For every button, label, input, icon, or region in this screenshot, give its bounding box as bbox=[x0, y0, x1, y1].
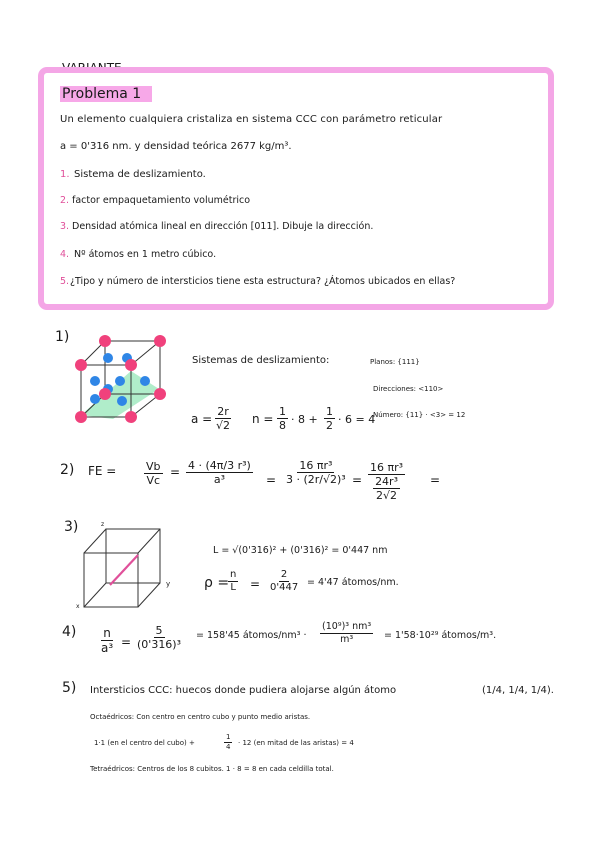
cube-edge bbox=[84, 529, 106, 553]
corner-atom bbox=[75, 359, 87, 371]
axis-label-y: y bbox=[166, 580, 171, 588]
face-atom bbox=[117, 396, 127, 406]
sol1-n-fraction-2 bbox=[324, 406, 335, 431]
nested-fraction bbox=[373, 476, 400, 501]
fraction-denominator: 3 · (2r/√2)³ bbox=[286, 473, 346, 486]
item-text: Sistema de deslizamiento. bbox=[74, 169, 206, 180]
sol1-n-fraction-1 bbox=[277, 406, 288, 431]
cube-edge bbox=[138, 583, 160, 607]
fraction-numerator: 1 bbox=[226, 733, 231, 741]
sol5-line3-fraction bbox=[224, 734, 232, 751]
sol1-label: 1) bbox=[55, 329, 70, 345]
sol4-fraction-2 bbox=[135, 625, 183, 650]
fraction-numerator: 1 bbox=[326, 405, 333, 418]
sol2-vb-vc-fraction bbox=[144, 461, 163, 486]
item-text: ¿Tipo y número de intersticios tiene esta estructura? ¿Átomos ubicados en ellas? bbox=[70, 276, 456, 287]
sol1-number: Número: {11} · <3> = 12 bbox=[373, 411, 466, 419]
sol4-fraction-1 bbox=[99, 627, 115, 654]
sol3-rho-equals: = bbox=[250, 577, 261, 591]
sol4-equals: = bbox=[121, 635, 132, 649]
item-text: Densidad atómica lineal en dirección [011]. Dibuje la dirección. bbox=[72, 221, 374, 232]
fraction-numerator: Vb bbox=[146, 460, 161, 473]
variant-label: VARIANTE bbox=[62, 61, 122, 75]
statement-box bbox=[38, 67, 554, 310]
sol5-label: 5) bbox=[62, 680, 77, 696]
item-number: 1. bbox=[60, 169, 70, 180]
sol3-rho-fraction-2 bbox=[268, 570, 300, 593]
item-number: 3. bbox=[60, 221, 70, 232]
sol2-equals-1: = bbox=[170, 465, 181, 479]
sol5-line1: Intersticios CCC: huecos donde pudiera alojarse algún átomo bbox=[90, 685, 397, 696]
corner-atom bbox=[154, 335, 166, 347]
fraction-numerator: n bbox=[230, 569, 237, 580]
fraction-denominator: Vc bbox=[146, 474, 161, 487]
fraction-denominator: √2 bbox=[216, 419, 231, 432]
fraction-denominator: (0'316)³ bbox=[137, 638, 182, 651]
face-atom bbox=[90, 376, 100, 386]
fraction-numerator: (10⁹)³ nm³ bbox=[322, 621, 372, 632]
fraction-denominator bbox=[371, 475, 402, 501]
sol2-expr3-fraction bbox=[368, 462, 405, 501]
fraction-numerator: n bbox=[103, 626, 111, 640]
corner-atom bbox=[125, 359, 137, 371]
direction-011-line bbox=[110, 555, 138, 585]
statement-intro-line1: Un elemento cualquiera cristaliza en sistema CCC con parámetro reticular bbox=[60, 114, 443, 125]
sol2-expr2-fraction bbox=[284, 460, 348, 485]
sol3-label: 3) bbox=[64, 519, 79, 535]
sol4-label: 4) bbox=[62, 624, 77, 640]
corner-atom bbox=[99, 335, 111, 347]
item-number: 5. bbox=[60, 276, 70, 287]
sol1-n-lhs: n = bbox=[252, 412, 274, 426]
sol3-rho-result: = 4'47 átomos/nm. bbox=[307, 577, 399, 588]
sol3-rho-lhs: ρ = bbox=[204, 575, 230, 591]
sol4-mid: = 158'45 átomos/nm³ · bbox=[196, 630, 307, 641]
corner-atom bbox=[154, 388, 166, 400]
axis-label-x: x bbox=[76, 603, 80, 610]
fraction-denominator: 0'447 bbox=[270, 582, 299, 593]
sol4-result: = 1'58·10²⁹ átomos/m³. bbox=[384, 630, 497, 641]
fraction-numerator: 1 bbox=[279, 405, 286, 418]
sol1-n-end: · 6 = 4 bbox=[338, 413, 376, 426]
item-text: factor empaquetamiento volumétrico bbox=[72, 195, 251, 206]
sol1-a-fraction bbox=[214, 406, 232, 431]
sol2-equals-3: = bbox=[352, 473, 363, 487]
sol5-coords: (1/4, 1/4, 1/4). bbox=[482, 685, 554, 696]
sol2-equals-4: = bbox=[430, 473, 441, 487]
fraction-denominator: 2 bbox=[326, 419, 333, 432]
sol1-a-lhs: a = bbox=[191, 412, 213, 426]
problem-title: Problema 1 bbox=[62, 86, 142, 102]
sol1-directions: Direcciones: <110> bbox=[373, 385, 444, 393]
fraction-denominator: a³ bbox=[101, 641, 114, 655]
sol5-line3a: 1·1 (en el centro del cubo) + bbox=[94, 739, 195, 747]
fraction-numerator: 2 bbox=[280, 569, 288, 580]
fraction-denominator: 4 bbox=[226, 743, 231, 751]
statement-intro-line2: a = 0'316 nm. y densidad teórica 2677 kg/m³. bbox=[60, 141, 292, 152]
fraction-denominator: m³ bbox=[340, 633, 354, 645]
sol5-line4: Tetraédricos: Centros de los 8 cubitos. 1 · 8 = 8 en cada celdilla total. bbox=[90, 765, 334, 773]
cube-edge bbox=[138, 529, 160, 553]
fraction-denominator: 8 bbox=[279, 419, 286, 432]
corner-atom bbox=[99, 388, 111, 400]
sol1-n-mid: · 8 + bbox=[291, 413, 318, 426]
fraction-denominator: 2√2 bbox=[376, 489, 398, 502]
item-number: 2. bbox=[60, 195, 70, 206]
cube-direction-diagram bbox=[82, 527, 162, 607]
sol1-planes: Planos: {111} bbox=[370, 358, 420, 366]
corner-atom bbox=[75, 411, 87, 423]
item-text: Nº átomos en 1 metro cúbico. bbox=[74, 249, 217, 260]
sol3-length: L = √(0'316)² + (0'316)² = 0'447 nm bbox=[213, 545, 388, 556]
fraction-numerator: 16 πr³ bbox=[370, 461, 404, 474]
face-atom bbox=[103, 353, 113, 363]
fraction-denominator: L bbox=[230, 582, 236, 593]
sol2-expr1-fraction bbox=[186, 460, 253, 485]
sol1-systems-title: Sistemas de deslizamiento: bbox=[192, 355, 330, 366]
fraction-numerator: 16 πr³ bbox=[299, 459, 333, 472]
fraction-denominator: a³ bbox=[213, 473, 225, 486]
cube-edge bbox=[84, 583, 106, 607]
face-atom bbox=[90, 394, 100, 404]
sol5-line2: Octaédricos: Con centro en centro cubo y punto medio aristas. bbox=[90, 713, 311, 721]
face-atom bbox=[140, 376, 150, 386]
sol2-equals-2: = bbox=[266, 473, 277, 487]
bcc-unit-cell-diagram bbox=[75, 335, 175, 435]
item-number: 4. bbox=[60, 249, 70, 260]
axis-label-z: z bbox=[101, 521, 105, 528]
face-atom bbox=[115, 376, 125, 386]
sol5-line3b: · 12 (en mitad de las aristas) = 4 bbox=[238, 739, 354, 747]
fraction-numerator: 24r³ bbox=[375, 475, 398, 488]
fraction-numerator: 2r bbox=[217, 405, 229, 418]
sol2-fe: FE = bbox=[88, 464, 117, 478]
sol2-label: 2) bbox=[60, 462, 75, 478]
fraction-numerator: 4 · (4π/3 r³) bbox=[188, 459, 251, 472]
corner-atom bbox=[125, 411, 137, 423]
sol3-rho-fraction-1 bbox=[228, 570, 238, 593]
sol4-fraction-3 bbox=[320, 622, 373, 644]
fraction-numerator: 5 bbox=[155, 624, 163, 637]
